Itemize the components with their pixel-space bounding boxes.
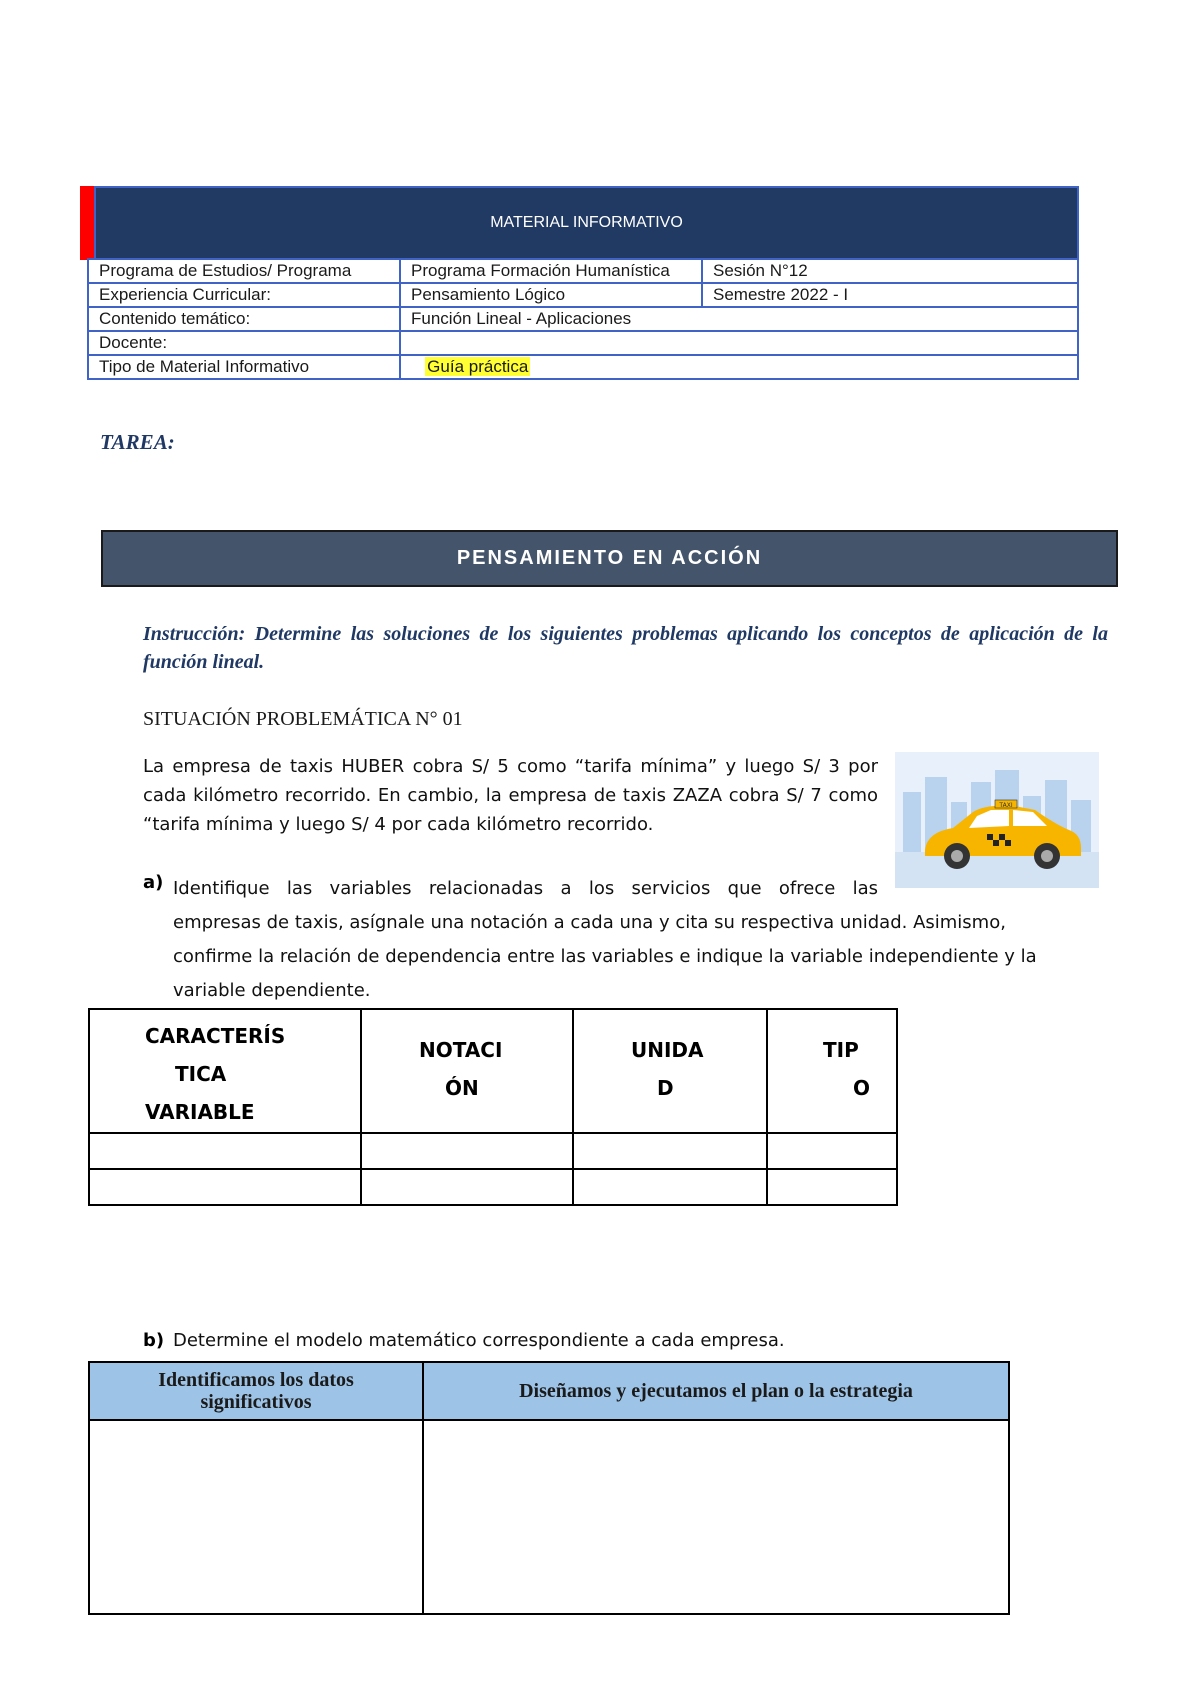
table-cell[interactable] bbox=[573, 1169, 767, 1205]
highlighted-type: Guía práctica bbox=[427, 357, 529, 376]
table-cell[interactable] bbox=[767, 1169, 897, 1205]
material-title: MATERIAL INFORMATIVO bbox=[94, 186, 1079, 260]
header-text: TIP bbox=[823, 1038, 859, 1062]
table-row bbox=[88, 307, 1078, 331]
header-tipo bbox=[767, 1009, 897, 1133]
header-text: significativos bbox=[200, 1391, 312, 1413]
session-value: Sesión N°12 bbox=[702, 259, 1078, 283]
header-text: TICA bbox=[175, 1062, 227, 1086]
table-row bbox=[88, 259, 1078, 283]
info-value: Pensamiento Lógico bbox=[400, 283, 702, 307]
table-cell[interactable] bbox=[89, 1420, 423, 1614]
header-notacion bbox=[361, 1009, 573, 1133]
info-value: Programa Formación Humanística bbox=[400, 259, 702, 283]
info-label: Programa de Estudios/ Programa bbox=[88, 259, 400, 283]
info-value: Función Lineal - Aplicaciones bbox=[400, 307, 1078, 331]
table-cell[interactable] bbox=[361, 1169, 573, 1205]
table-header-row bbox=[89, 1362, 1009, 1420]
header-text: CARACTERÍS bbox=[145, 1024, 286, 1048]
table-cell[interactable] bbox=[89, 1133, 361, 1169]
table-row bbox=[88, 283, 1078, 307]
section-banner: PENSAMIENTO EN ACCIÓN bbox=[101, 530, 1118, 587]
header-text: Identificamos los datos bbox=[158, 1369, 354, 1391]
semester-value: Semestre 2022 - I bbox=[702, 283, 1078, 307]
instruction-text: Instrucción: Determine las soluciones de los siguientes problemas aplicando los conceptos de aplicación de la función lineal. bbox=[143, 623, 1108, 673]
header-text: ÓN bbox=[445, 1076, 479, 1100]
question-a-rest: empresas de taxis, asígnale una notación a cada una y cita su respectiva unidad. Asimismo, confirme la relación de dependencia entre las variables e indique la variable independiente y la variable dependiente. bbox=[173, 912, 1037, 1001]
table-row bbox=[89, 1420, 1009, 1614]
question-a-line1: Identifique las variables relacionadas a los servicios que ofrece las bbox=[173, 878, 878, 899]
table-row bbox=[88, 355, 1078, 379]
situation-title: SITUACIÓN PROBLEMÁTICA N° 01 bbox=[143, 708, 463, 730]
info-value bbox=[400, 355, 1078, 379]
question-b-label: b) bbox=[143, 1330, 165, 1351]
table-header-row bbox=[89, 1009, 897, 1133]
taxi-sign-text: TAXI bbox=[999, 802, 1013, 809]
header-text: NOTACI bbox=[419, 1038, 503, 1062]
problem-text: La empresa de taxis HUBER cobra S/ 5 como “tarifa mínima” y luego S/ 3 por cada kilómetro recorrido. En cambio, la empresa de taxis ZAZA cobra S/ 7 como “tarifa mínima y luego S/ 4 por cada kilómetro recorrido. bbox=[143, 756, 878, 835]
header-unidad bbox=[573, 1009, 767, 1133]
table-row bbox=[89, 1133, 897, 1169]
header-text: O bbox=[853, 1076, 871, 1100]
info-value bbox=[400, 331, 1078, 355]
table-cell[interactable] bbox=[361, 1133, 573, 1169]
plan-table bbox=[88, 1361, 1010, 1615]
table-cell[interactable] bbox=[89, 1169, 361, 1205]
header-estrategia: Diseñamos y ejecutamos el plan o la estrategia bbox=[423, 1362, 1009, 1420]
variables-table bbox=[88, 1008, 898, 1206]
header-text: UNIDA bbox=[631, 1038, 704, 1062]
info-label: Docente: bbox=[88, 331, 400, 355]
tarea-label: TAREA: bbox=[100, 430, 175, 454]
header-caracteristica bbox=[89, 1009, 361, 1133]
info-table bbox=[87, 258, 1079, 380]
table-cell[interactable] bbox=[573, 1133, 767, 1169]
header-text: VARIABLE bbox=[145, 1100, 255, 1124]
table-row bbox=[88, 331, 1078, 355]
question-a-text bbox=[173, 872, 1075, 1008]
info-label: Tipo de Material Informativo bbox=[88, 355, 400, 379]
header-text: D bbox=[657, 1076, 674, 1100]
question-a-label: a) bbox=[143, 872, 164, 893]
info-label: Experiencia Curricular: bbox=[88, 283, 400, 307]
taxi-illustration bbox=[895, 752, 1099, 888]
table-cell[interactable] bbox=[423, 1420, 1009, 1614]
red-accent-bar bbox=[80, 186, 94, 260]
table-cell[interactable] bbox=[767, 1133, 897, 1169]
info-label: Contenido temático: bbox=[88, 307, 400, 331]
header-datos bbox=[89, 1362, 423, 1420]
table-row bbox=[89, 1169, 897, 1205]
question-b-text: Determine el modelo matemático correspondiente a cada empresa. bbox=[173, 1330, 785, 1351]
